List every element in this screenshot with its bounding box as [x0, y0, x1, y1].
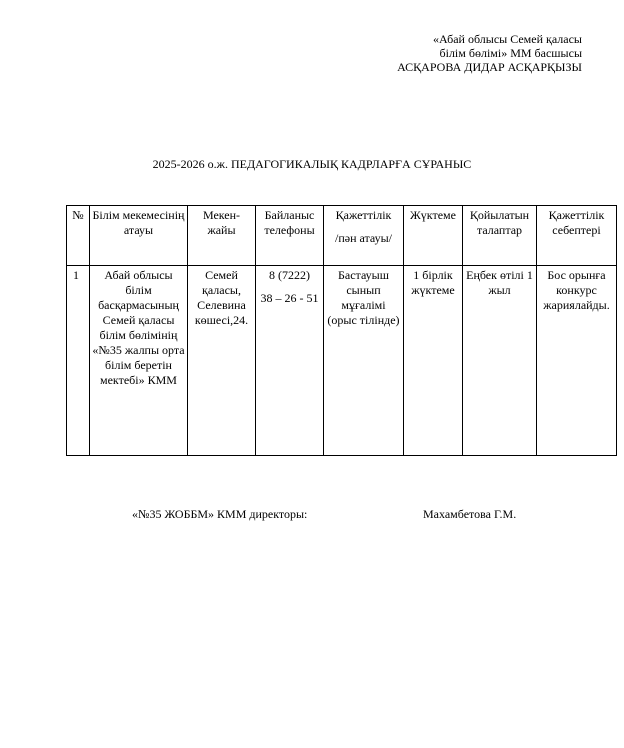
cell-phone-line-1: 8 (7222): [269, 268, 310, 282]
cell-address: Семей қаласы, Селевина көшесі,24.: [188, 266, 256, 456]
document-title: 2025-2026 о.ж. ПЕДАГОГИКАЛЫҚ КАДРЛАРҒА СҰРАНЫС: [152, 157, 472, 171]
signature-name: Махамбетова Г.М.: [423, 507, 517, 521]
header-load: Жүктеме: [404, 206, 463, 266]
addressee-line-1: «Абай облысы Семей қаласы: [433, 32, 582, 46]
cell-requirements: Еңбек өтілі 1 жыл: [463, 266, 537, 456]
cell-need: Бастауыш сынып мұғалімі (орыс тілінде): [324, 266, 404, 456]
header-number: №: [67, 206, 90, 266]
addressee-line-3: АСҚАРОВА ДИДАР АСҚАРҚЫЗЫ: [397, 60, 582, 74]
header-need-bottom: /пән атауы/: [334, 231, 393, 245]
cell-organization: Абай облысы білім басқармасының Семей қаласы білім бөлімінің «№35 жалпы орта білім беретін мектебі» КММ: [90, 266, 188, 456]
table-row: [67, 266, 617, 456]
table-header-row: [67, 206, 617, 266]
addressee-line-2: білім бөлімі» ММ басшысы: [439, 46, 582, 60]
cell-phone: [256, 266, 324, 456]
header-organization: Білім мекемесінің атауы: [90, 206, 188, 266]
header-need-top: Қажеттілік: [335, 208, 392, 222]
signature-position: «№35 ЖОББМ» КММ директоры:: [132, 507, 308, 521]
cell-load: 1 бірлік жүктеме: [404, 266, 463, 456]
header-address: Мекен-жайы: [188, 206, 256, 266]
cell-reasons: Бос орынға конкурс жариялайды.: [537, 266, 617, 456]
header-reasons: Қажеттілік себептері: [537, 206, 617, 266]
request-table: [66, 205, 617, 456]
cell-number: 1: [67, 266, 90, 456]
header-requirements: Қойылатын талаптар: [463, 206, 537, 266]
addressee-block: [397, 32, 582, 74]
header-phone: Байланыс телефоны: [256, 206, 324, 266]
cell-phone-line-2: 38 – 26 - 51: [260, 291, 319, 305]
header-need: [324, 206, 404, 266]
